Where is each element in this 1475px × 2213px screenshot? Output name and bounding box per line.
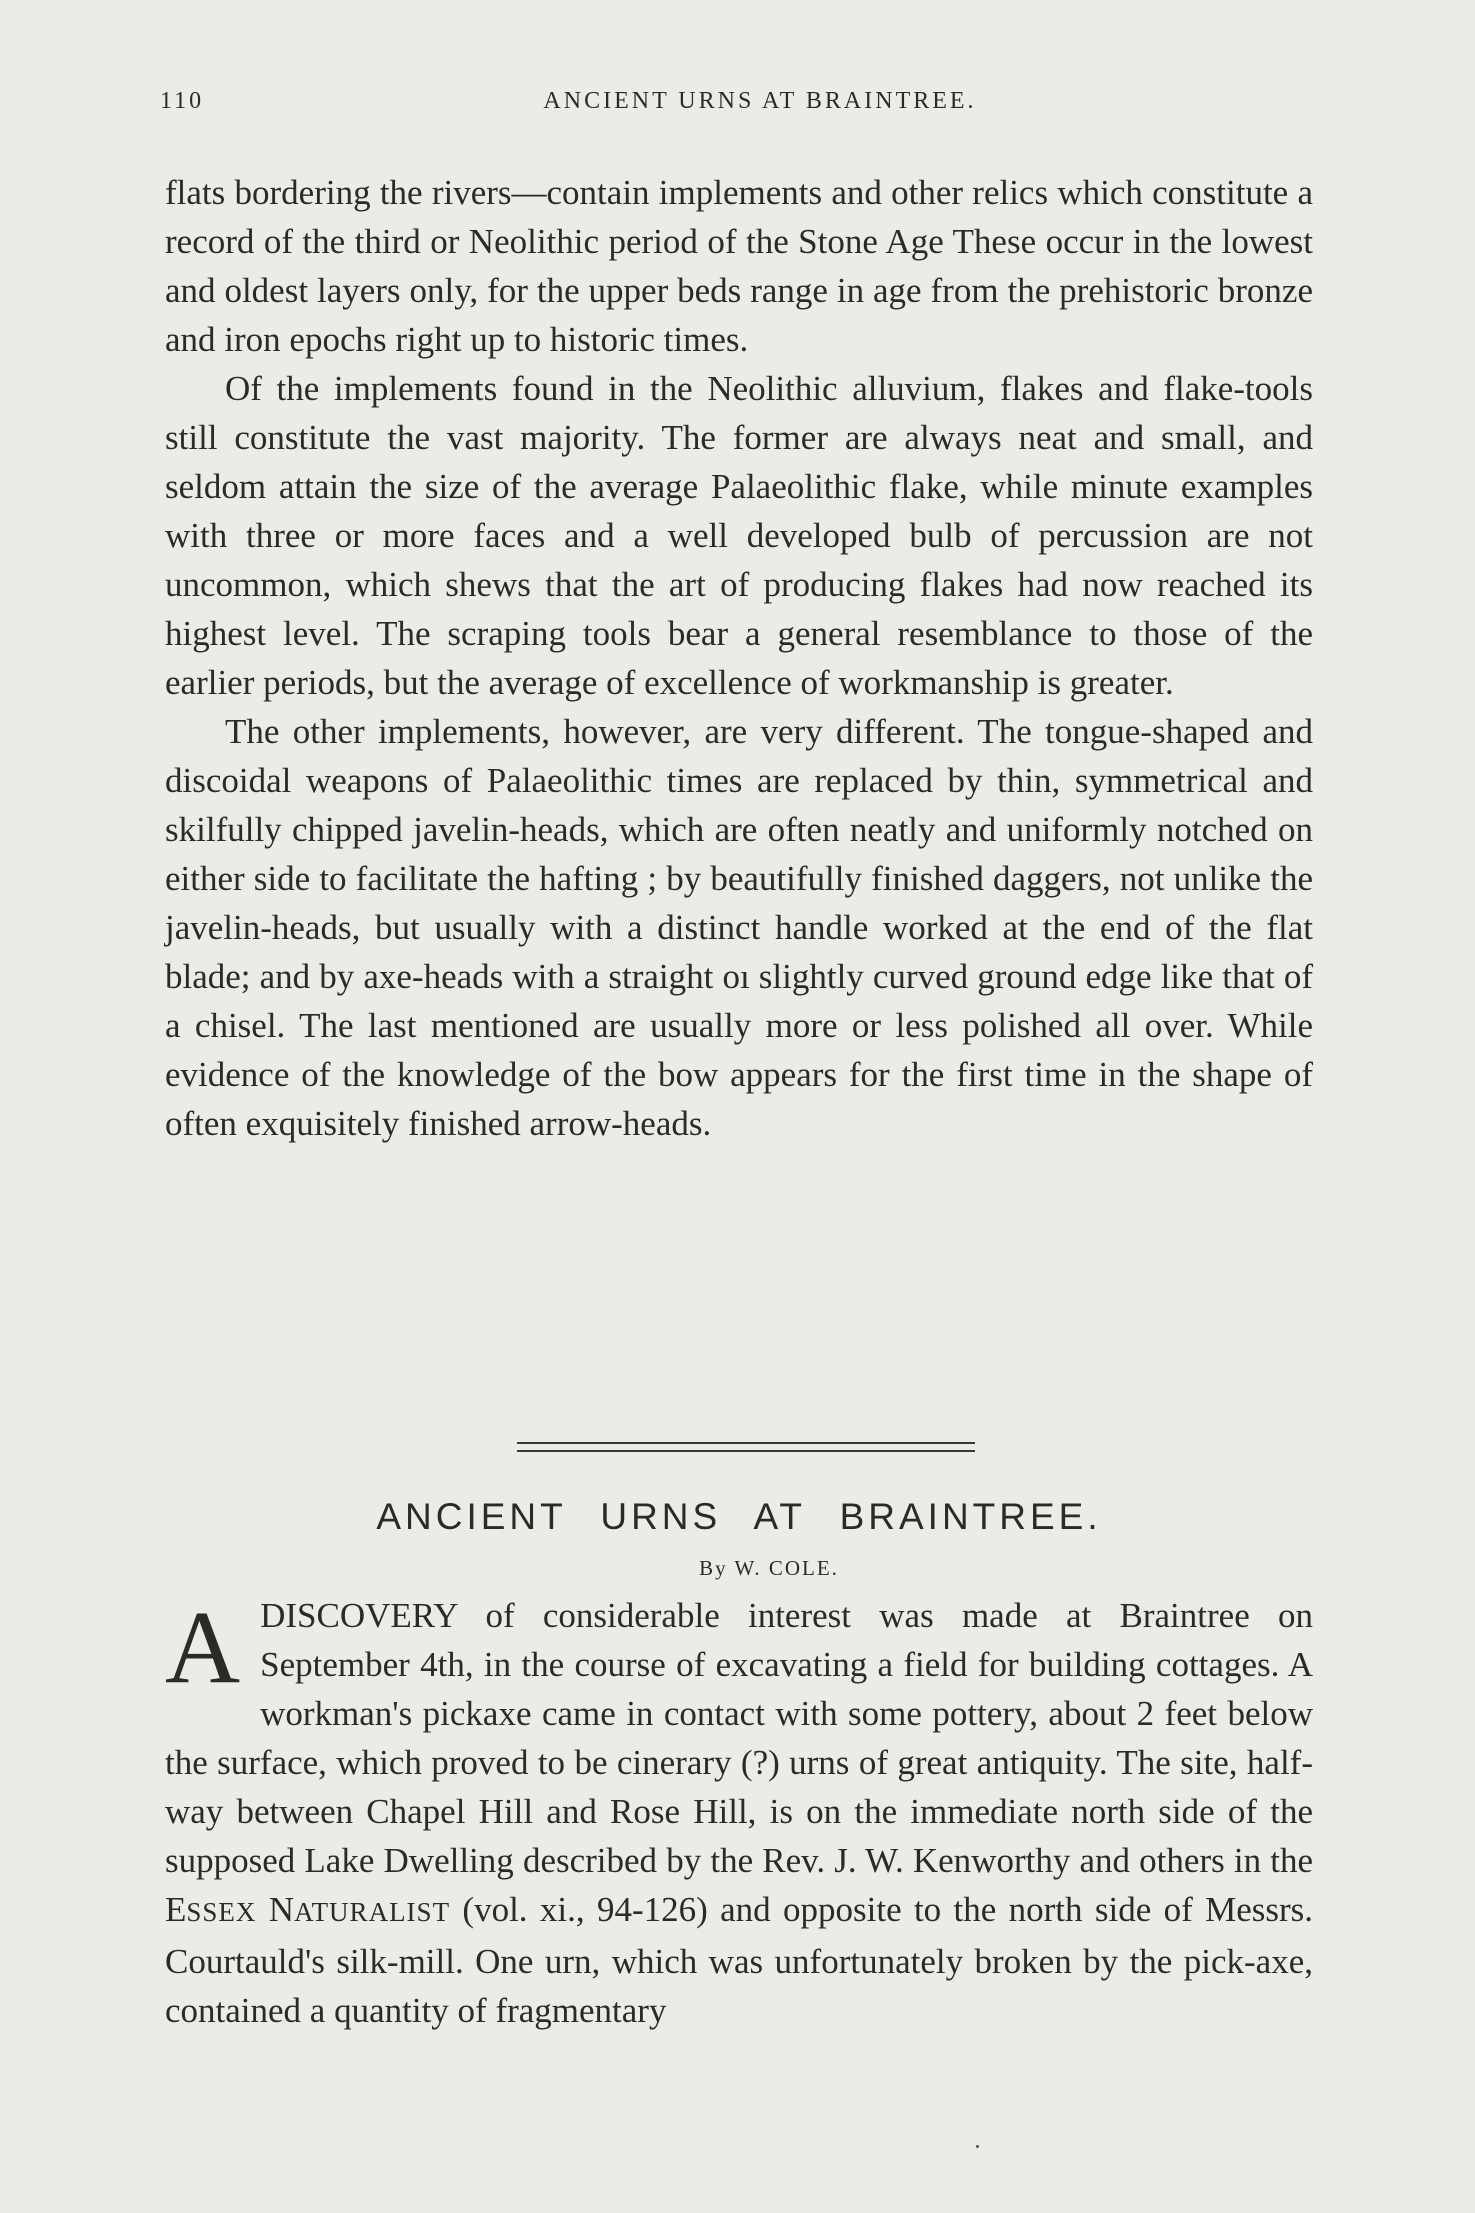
article-paragraph bbox=[165, 1591, 1313, 2035]
article-title: ANCIENT URNS AT BRAINTREE. bbox=[376, 1496, 1102, 1537]
paragraph: The other implements, however, are very different. The tongue-shaped and discoidal weapons of Palaeolithic times are replaced by thin, symmetrical and skilfully chipped javelin-heads, which are often neatly and uniformly notched on either side to facilitate the hafting ; by beautifully finished daggers, not unlike the javelin-heads, but usually with a distinct handle worked at the end of the flat blade; and by axe-heads with a straight oı slightly curved ground edge like that of a chisel. The last mentioned are usually more or less polished all over. While evidence of the knowledge of the bow appears for the first time in the shape of often exquisitely finished arrow-heads. bbox=[165, 712, 1313, 1143]
page-number: 110 bbox=[160, 88, 205, 114]
previous-article-text bbox=[165, 168, 1313, 1148]
running-title: ANCIENT URNS AT BRAINTREE. bbox=[543, 88, 977, 114]
opening-words: DISCOVERY bbox=[260, 1596, 458, 1635]
section-divider bbox=[517, 1442, 975, 1452]
article-text-part: of considerable interest was made at Braintree on September 4th, in the course of excavating a field for building cottages. A workman's pickaxe came in contact with some pottery, about 2 feet below the surface, which proved to be cinerary (?) urns of great antiquity. The site, half-way between Chapel Hill and Rose Hill, is on the immediate north side of the supposed Lake Dwelling described by the Rev. J. W. Kenworthy and others in the bbox=[165, 1596, 1313, 1880]
paper-speck bbox=[976, 2145, 979, 2148]
journal-name: ESSEX NATURALIST bbox=[165, 1890, 451, 1929]
paragraph: flats bordering the rivers—contain implements and other relics which constitute a record of the third or Neolithic period of the Stone Age These occur in the lowest and oldest layers only, for the upper beds range in age from the prehistoric bronze and iron epochs right up to historic times. bbox=[165, 173, 1313, 359]
byline: By W. COLE. bbox=[699, 1556, 839, 1580]
running-head bbox=[160, 88, 1320, 118]
paragraph: Of the implements found in the Neolithic alluvium, flakes and flake-tools still constitute the vast majority. The former are always neat and small, and seldom attain the size of the average Palaeolithic flake, while minute examples with three or more faces and a well developed bulb of percussion are not uncommon, which shews that the art of producing flakes had now reached its highest level. The scraping tools bear a general resemblance to those of the earlier periods, but the average of excellence of workmanship is greater. bbox=[165, 369, 1313, 702]
drop-cap: A bbox=[165, 1590, 241, 1705]
article-text-part: (vol. xi., 94-126) and opposite to the north side of Messrs. Courtauld's silk-mill. One urn, which was unfortunately broken by the pick-axe, contained a quantity of fragmentary bbox=[165, 1890, 1314, 2030]
article-text bbox=[165, 1591, 1313, 2035]
